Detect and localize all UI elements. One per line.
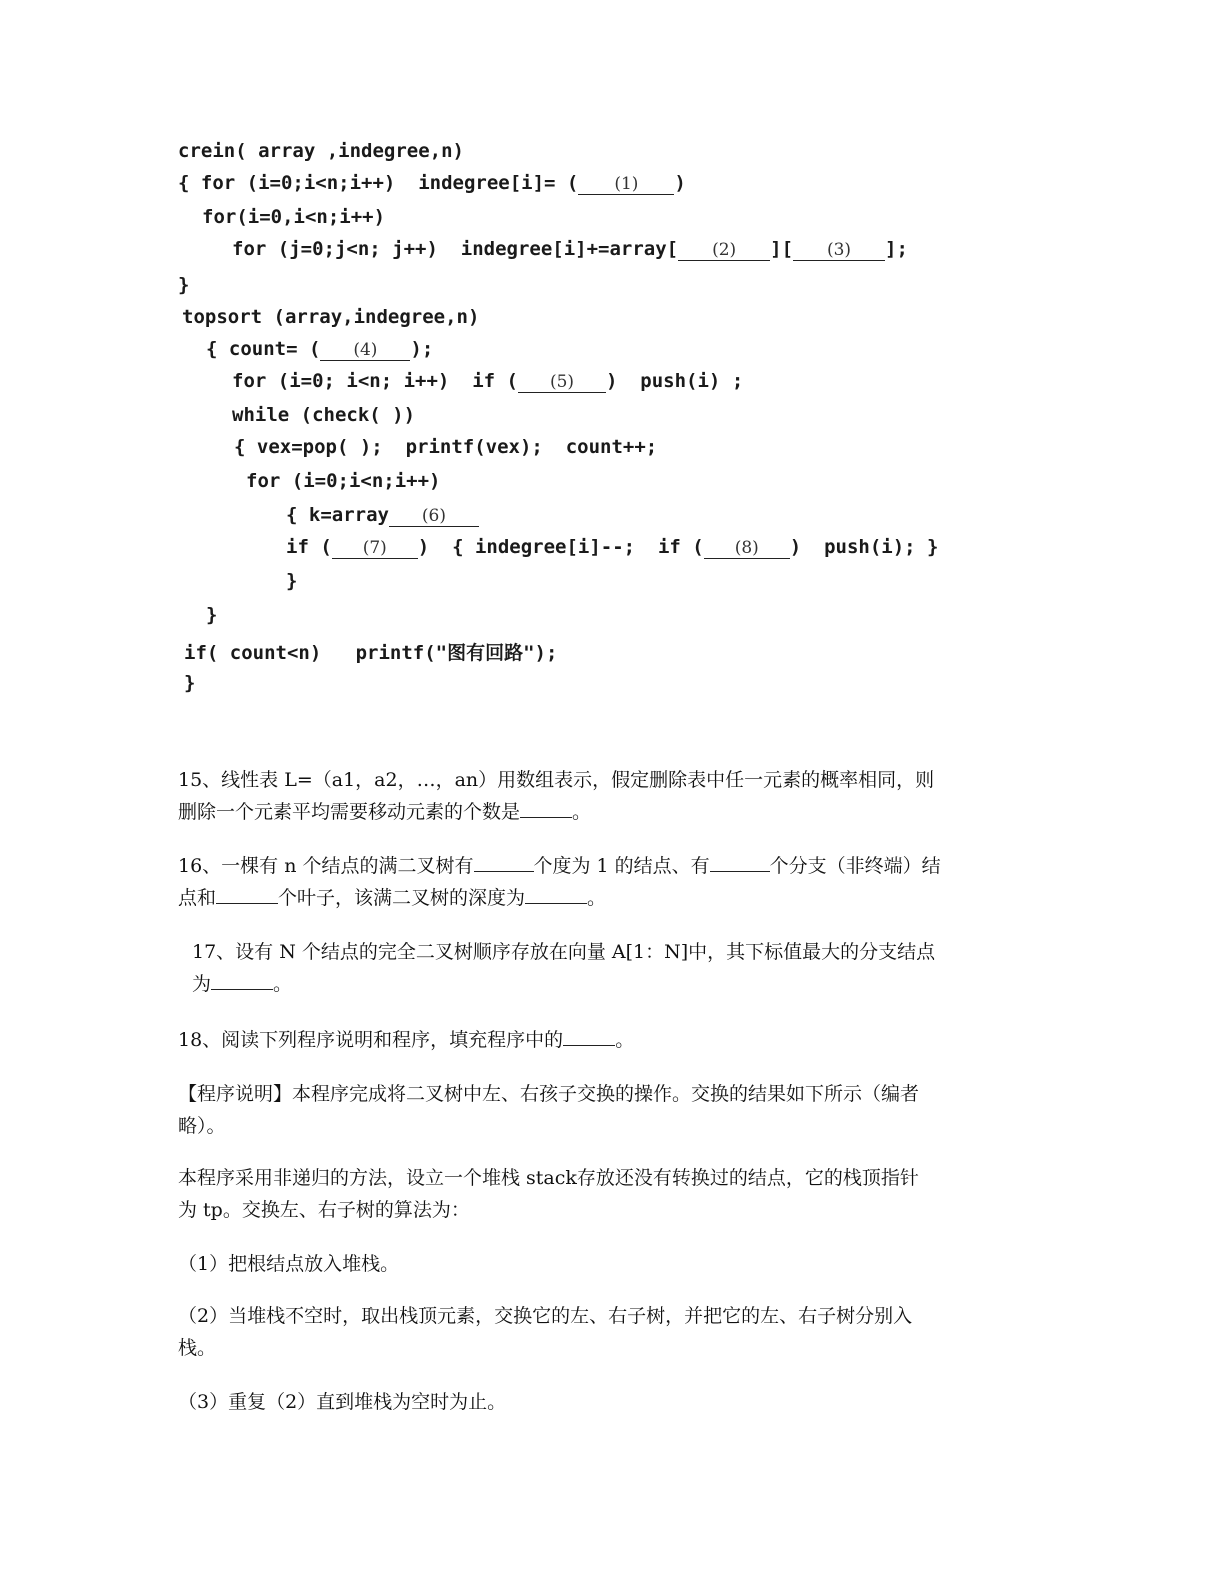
code-line: crein( array ,indegree,n): [178, 140, 464, 162]
code-line: for (i=0;i<n;i++): [246, 470, 441, 492]
blank-8: (8): [704, 538, 790, 559]
blank-4: (4): [320, 340, 410, 361]
code-line: { k=array (6): [286, 504, 479, 527]
question-18: 18、阅读下列程序说明和程序，填充程序中的 。: [178, 1024, 1038, 1056]
step-1: （1）把根结点放入堆栈。: [178, 1253, 400, 1275]
blank-3: (3): [793, 240, 885, 261]
code-line: { count= ( (4) );: [206, 338, 434, 360]
code-line: { for (i=0;i<n;i++) indegree[i]= ( (1) ): [178, 172, 686, 194]
code-line: }: [206, 604, 218, 626]
code-line: }: [286, 570, 298, 592]
answer-blank: [563, 1026, 615, 1046]
answer-blank: [520, 798, 572, 818]
program-description: 【程序说明】本程序完成将二叉树中左、右孩子交换的操作。交换的结果如下所示（编者 略）。: [178, 1083, 920, 1137]
code-line: while (check( )): [232, 404, 416, 426]
blank-5: (5): [518, 372, 606, 393]
code-line: if( count<n) printf("图有回路");: [184, 642, 558, 664]
answer-blank: [474, 852, 534, 872]
code-line: topsort (array,indegree,n): [182, 306, 480, 328]
answer-blank: [525, 884, 587, 904]
question-16: 16、一棵有 n 个结点的满二叉树有 个度为 1 的结点、有 个分支（非终端）结 点和 个叶子，该满二叉树的深度为 。: [178, 850, 1038, 914]
blank-7: (7): [332, 538, 418, 559]
step-2: （2）当堆栈不空时，取出栈顶元素，交换它的左、右子树，并把它的左、右子树分别入 栈。: [178, 1305, 913, 1359]
blank-1: (1): [578, 174, 674, 195]
code-line: }: [178, 274, 190, 296]
code-line: }: [184, 672, 196, 694]
question-17: 17、设有 N 个结点的完全二叉树顺序存放在向量 A[1：N]中，其下标值最大的分支结点 为 。: [192, 941, 936, 995]
algorithm-intro: 本程序采用非递归的方法，设立一个堆栈 stack存放还没有转换过的结点，它的栈顶指针 为 tp。交换左、右子树的算法为：: [178, 1167, 919, 1221]
code-image: [176, 132, 1056, 712]
answer-blank: [211, 970, 273, 990]
code-line: if ( (7) ) { indegree[i]--; if ( (8) ) push(i); }: [286, 536, 939, 558]
code-line: { vex=pop( ); printf(vex); count++;: [234, 436, 658, 458]
code-line: for(i=0,i<n;i++): [202, 206, 386, 228]
answer-blank: [216, 884, 278, 904]
question-15: 15、线性表 L=（a1，a2，…，an）用数组表示，假定删除表中任一元素的概率相同，则 删除一个元素平均需要移动元素的个数是 。: [178, 769, 935, 823]
step-3: （3）重复（2）直到堆栈为空时为止。: [178, 1391, 507, 1413]
blank-6: (6): [389, 506, 479, 527]
code-line: for (i=0; i<n; i++) if ( (5) ) push(i) ;: [232, 370, 744, 392]
answer-blank: [710, 852, 770, 872]
code-line: for (j=0;j<n; j++) indegree[i]+=array[ (2) ][ (3) ];: [232, 238, 908, 260]
blank-2: (2): [678, 240, 770, 261]
